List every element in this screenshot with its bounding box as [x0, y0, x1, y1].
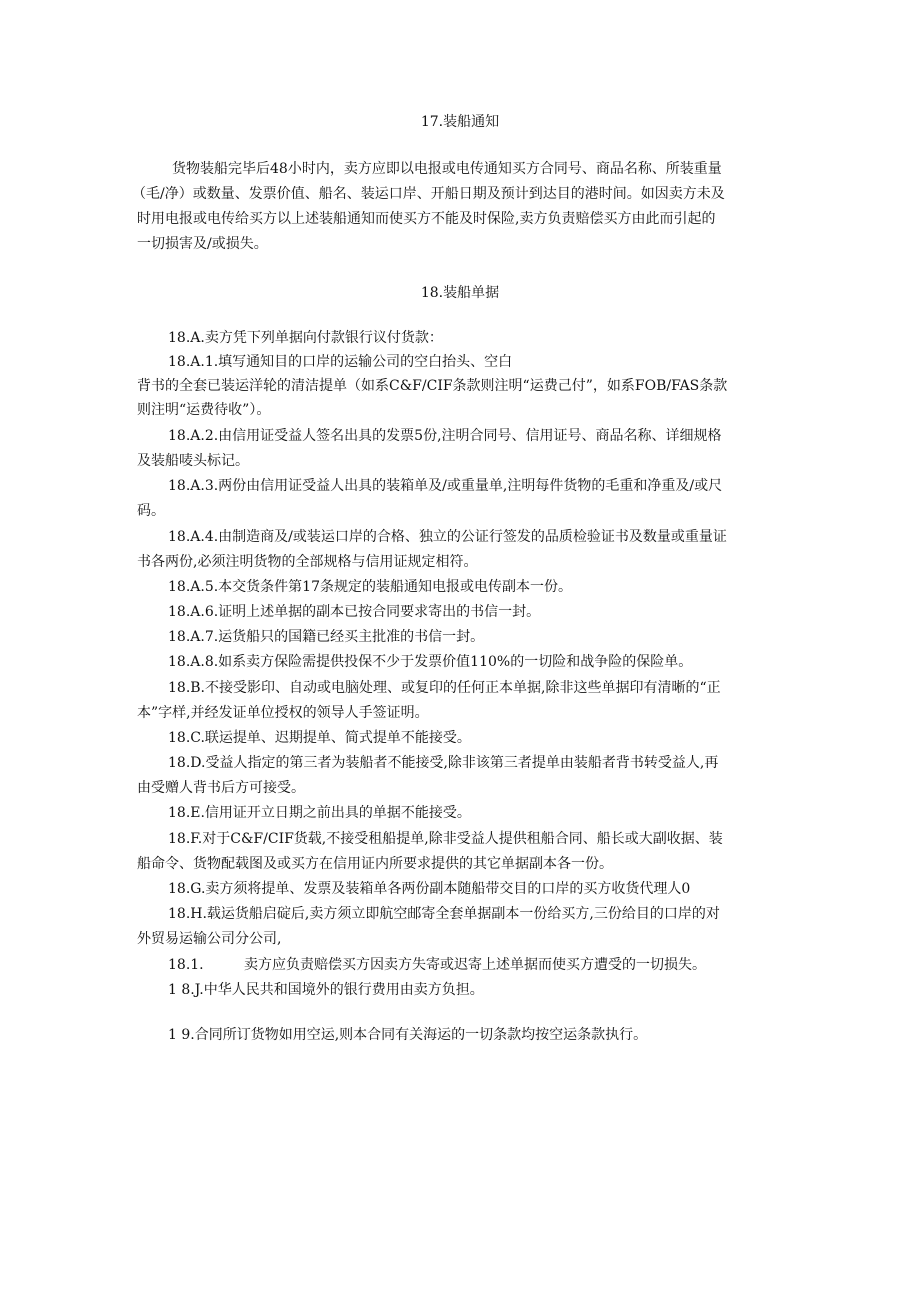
section-18-line: 由受赠人背书后方可接受。	[137, 780, 305, 796]
section-18-line: 18.C.联运提单、迟期提单、简式提单不能接受。	[168, 730, 471, 746]
section-18-line: 船命令、货物配载图及或买方在信用证内所要求提供的其它单据副本各一份。	[137, 856, 613, 872]
section-18-line: 18.D.受益人指定的第三者为装船者不能接受,除非该第三者提单由装船者背书转受益人,再	[168, 755, 719, 771]
section-18-line: 本”字样,并经发证单位授权的领导人手签证明。	[137, 705, 429, 721]
section-18-line: 18.E.信用证开立日期之前出具的单据不能接受。	[168, 805, 471, 821]
section-18-line: 18.A.2.由信用证受益人签名出具的发票5份,注明合同号、信用证号、商品名称、详细规格	[168, 428, 722, 444]
section-18-line: 18.H.载运货船启碇后,卖方须立即航空邮寄全套单据副本一份给买方,三份给目的口岸的对	[168, 906, 720, 922]
section-17-line: 一切损害及/或损失。	[137, 236, 268, 252]
section-18-line: 外贸易运输公司分公司,	[137, 931, 282, 947]
section-18-line: 18.1.	[168, 957, 204, 973]
section-18-line: 背书的全套已装运洋轮的清洁提单（如系C&F/CIF条款则注明“运费己付”，如系FOB/FAS条款	[137, 378, 728, 394]
section-18-title: 18.装船单据	[420, 285, 500, 301]
section-18-line: 18.A.4.由制造商及/或装运口岸的合格、独立的公证行签发的品质检验证书及数量或重量证	[168, 529, 727, 545]
section-18-line: 18.A.1.填写通知目的口岸的运输公司的空白抬头、空白	[168, 354, 513, 370]
section-18-line: 书各两份,必须注明货物的全部规格与信用证规定相符。	[137, 554, 478, 570]
section-18-line: 18.B.不接受影印、自动或电脑处理、或复印的任何正本单据,除非这些单据印有清晰的“正	[168, 680, 721, 696]
section-18-line: 及装船唛头标记。	[137, 453, 249, 469]
section-18-line: 18.A.卖方凭下列单据向付款银行议付货款：	[168, 330, 443, 346]
section-17-line: （毛/净）或数量、发票价值、船名、装运口岸、开船日期及预计到达目的港时间。如因卖方未及	[132, 186, 725, 202]
section-18-line: 则注明“运费待收”）。	[137, 402, 271, 418]
section-18-line: 码。	[137, 503, 165, 519]
section-17-line: 时用电报或电传给买方以上述装船通知而使买方不能及时保险,卖方负责赔偿买方由此而引起的	[137, 211, 716, 227]
section-17-line: 货物装船完毕后48小时内，卖方应即以电报或电传通知买方合同号、商品名称、所装重量	[172, 161, 722, 177]
section-19-line: 1 9.合同所订货物如用空运,则本合同有关海运的一切条款均按空运条款执行。	[168, 1027, 648, 1043]
section-17-title: 17.装船通知	[420, 114, 500, 130]
section-18-line: 18.F.对于C&F/CIF货载,不接受租船提单,除非受益人提供租船合同、船长或大副收据、装	[168, 831, 723, 847]
section-18-line: 1 8.J.中华人民共和国境外的银行费用由卖方负担。	[168, 982, 484, 998]
section-18-line: 18.A.5.本交货条件第17条规定的装船通知电报或电传副本一份。	[168, 579, 572, 595]
section-18-line: 18.A.7.运货船只的国籍已经买主批准的书信一封。	[168, 629, 485, 645]
section-18-line: 18.A.3.两份由信用证受益人出具的装箱单及/或重量单,注明每件货物的毛重和净重及/或尺	[168, 478, 723, 494]
section-18-line: 18.A.6.证明上述单据的副本已按合同要求寄出的书信一封。	[168, 604, 541, 620]
section-18-line: 18.G.卖方须将提单、发票及装箱单各两份副本随船带交目的口岸的买方收货代理人0	[168, 881, 691, 897]
section-18-line: 卖方应负责赔偿买方因卖方失寄或迟寄上述单据而使买方遭受的一切损失。	[244, 957, 706, 973]
section-18-line: 18.A.8.如系卖方保险需提供投保不少于发票价值110%的一切险和战争险的保险单。	[168, 654, 693, 670]
